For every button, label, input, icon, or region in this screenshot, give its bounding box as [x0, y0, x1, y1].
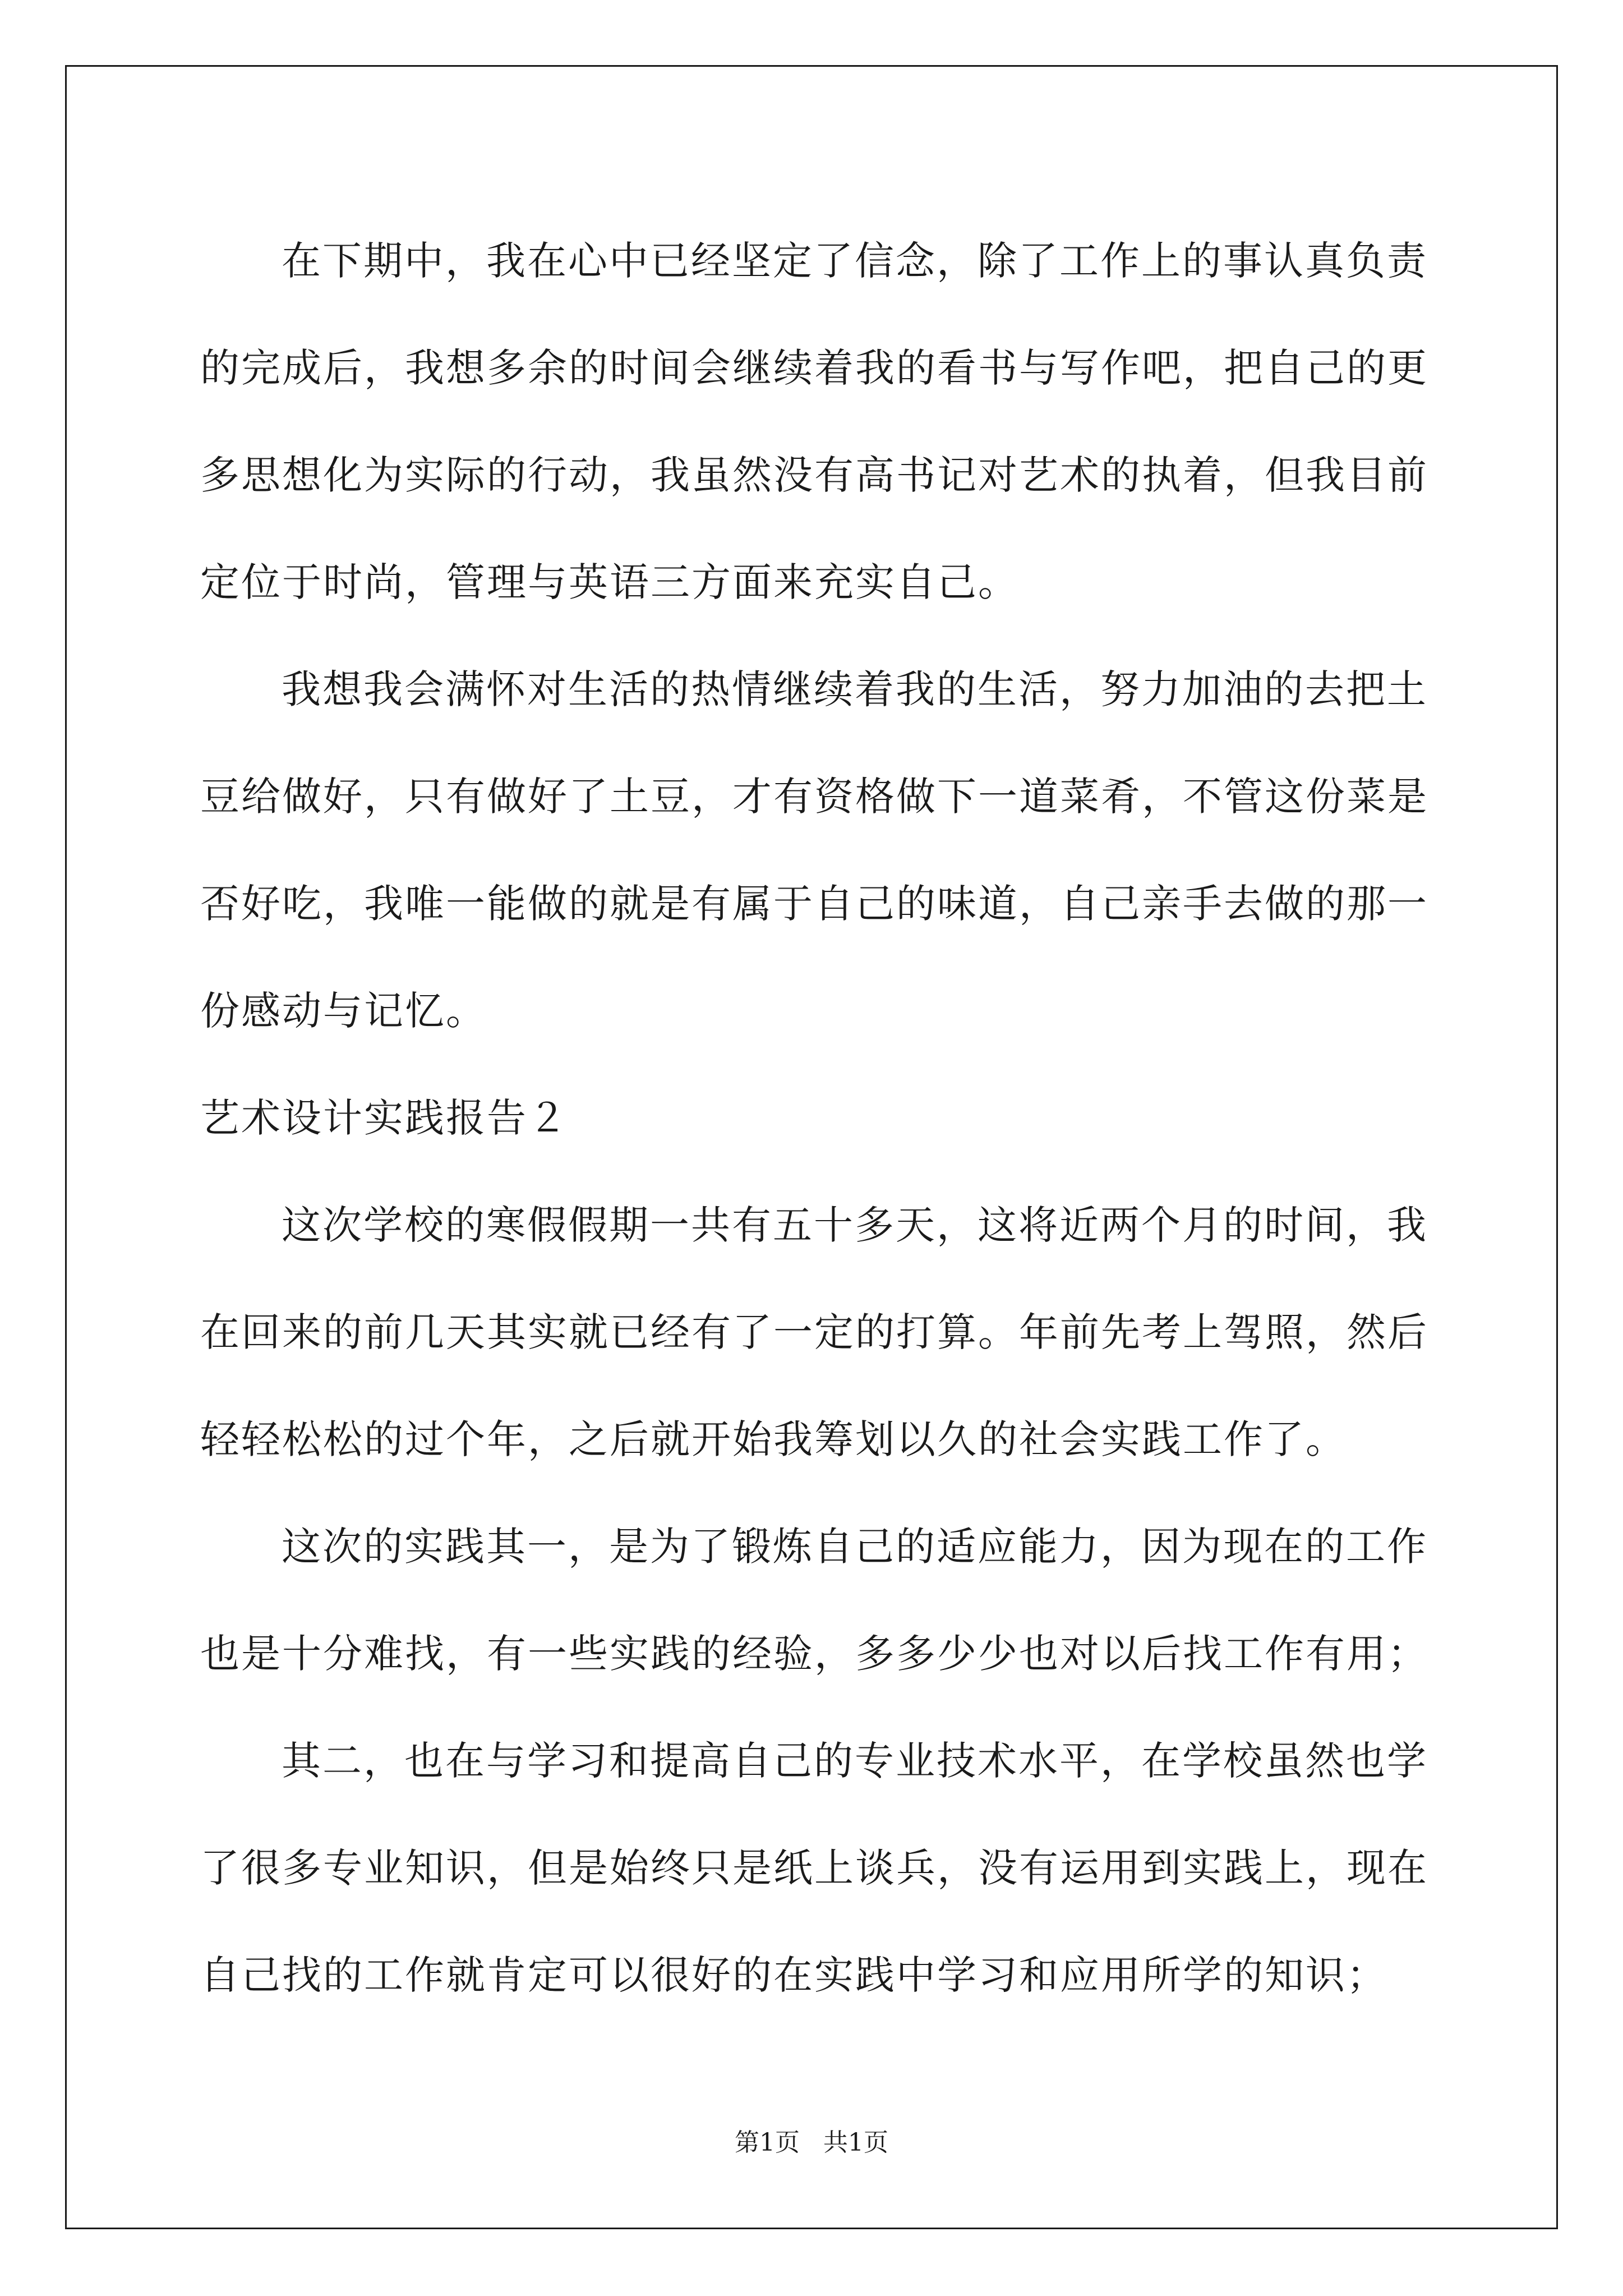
paragraph-line: 这次的实践其一，是为了锻炼自己的适应能力，因为现在的工作	[282, 1524, 1428, 1570]
section-heading: 艺术设计实践报告２	[200, 1095, 569, 1141]
paragraph-line: 份感动与记忆。	[200, 988, 487, 1034]
paragraph-line: 也是十分难找，有一些实践的经验，多多少少也对以后找工作有用；	[200, 1631, 1428, 1677]
paragraph-line: 的完成后，我想多余的时间会继续着我的看书与写作吧，把自己的更	[200, 345, 1428, 391]
paragraph-line: 我想我会满怀对生活的热情继续着我的生活，努力加油的去把土	[282, 666, 1428, 712]
paragraph-line: 在回来的前几天其实就已经有了一定的打算。年前先考上驾照，然后	[200, 1309, 1428, 1355]
paragraph-line: 多思想化为实际的行动，我虽然没有高书记对艺术的执着，但我目前	[200, 452, 1428, 498]
paragraph-line: 定位于时尚，管理与英语三方面来充实自己。	[200, 559, 1019, 605]
document-body	[200, 208, 1428, 2029]
paragraph-line: 这次学校的寒假假期一共有五十多天，这将近两个月的时间，我	[282, 1202, 1428, 1248]
paragraph-line: 自己找的工作就肯定可以很好的在实践中学习和应用所学的知识；	[200, 1952, 1387, 1998]
paragraph-line: 其二，也在与学习和提高自己的专业技术水平，在学校虽然也学	[282, 1738, 1428, 1784]
paragraph-line: 豆给做好，只有做好了土豆，才有资格做下一道菜肴，不管这份菜是	[200, 774, 1428, 820]
paragraph-line: 否好吃，我唯一能做的就是有属于自己的味道，自己亲手去做的那一	[200, 881, 1428, 927]
paragraph-line: 在下期中，我在心中已经坚定了信念，除了工作上的事认真负责	[282, 238, 1428, 284]
paragraph-line: 了很多专业知识，但是始终只是纸上谈兵，没有运用到实践上，现在	[200, 1845, 1428, 1891]
paragraph-line: 轻轻松松的过个年，之后就开始我筹划以久的社会实践工作了。	[200, 1416, 1347, 1462]
page-footer: 第1页 共1页	[735, 2128, 888, 2157]
